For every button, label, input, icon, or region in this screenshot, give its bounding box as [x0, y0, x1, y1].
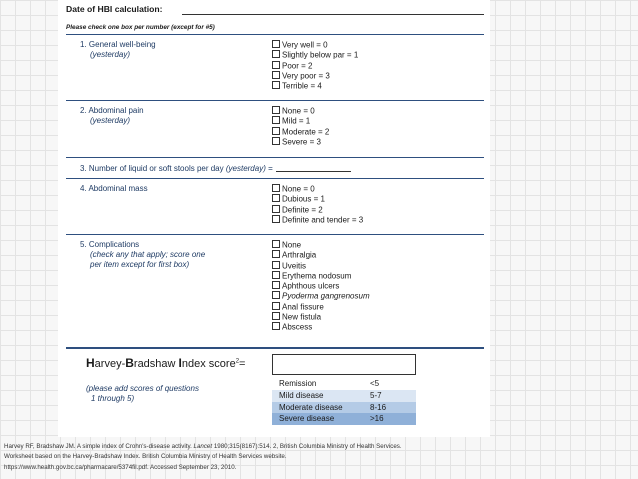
q4-options — [272, 184, 363, 225]
checkbox[interactable] — [272, 127, 280, 135]
q5-option[interactable]: None — [272, 240, 370, 250]
checkbox[interactable] — [272, 40, 280, 48]
q2-title: 2. Abdominal pain — [80, 106, 144, 115]
q5-options — [272, 240, 370, 333]
q2-options — [272, 106, 329, 147]
citation-line: Worksheet based on the Harvey-Bradshaw Index. British Columbia Ministry of Health Services website. — [4, 453, 287, 461]
date-label: Date of HBI calculation: — [66, 4, 163, 14]
citation-url: https://www.health.gov.bc.ca/pharmacare/5374fil.pdf. Accessed September 23, 2010. — [4, 463, 237, 471]
checkbox[interactable] — [272, 61, 280, 69]
stools-count-field[interactable] — [276, 171, 351, 172]
citation-line: Harvey RF, Bradshaw JM. A simple index of Crohn's-disease activity. Lancet 1980;315(8167):514. 2, British Columbia Ministry of Health Services. — [4, 443, 402, 450]
checkbox[interactable] — [272, 71, 280, 79]
checkbox[interactable] — [272, 271, 280, 279]
q4-option[interactable]: Definite = 2 — [272, 205, 363, 215]
q5-option[interactable]: Uveitis — [272, 261, 370, 271]
checkbox[interactable] — [272, 106, 280, 114]
checkbox[interactable] — [272, 261, 280, 269]
severity-row: Mild disease 5-7 — [272, 390, 416, 402]
q4-option[interactable]: Dubious = 1 — [272, 194, 363, 204]
q5-option[interactable]: Aphthous ulcers — [272, 281, 370, 291]
date-field-line — [182, 14, 484, 15]
section-divider — [66, 234, 484, 235]
q1-option[interactable]: Very well = 0 — [272, 40, 358, 50]
q5-option[interactable]: Pyoderma gangrenosum — [272, 291, 370, 301]
citation-caption — [4, 442, 634, 473]
severity-row: Remission <5 — [272, 378, 416, 390]
q1-option[interactable]: Poor = 2 — [272, 61, 358, 71]
q5-sub-line: (check any that apply; score one — [90, 250, 206, 259]
q5-option[interactable]: Abscess — [272, 322, 370, 332]
q1-sub: (yesterday) — [90, 50, 131, 59]
hbi-score-field[interactable] — [272, 354, 416, 375]
q3-suffix: = — [265, 164, 273, 173]
q1-option[interactable]: Very poor = 3 — [272, 71, 358, 81]
hbi-note: (please add scores of questions 1 through 5) — [86, 384, 199, 403]
q4-option[interactable]: None = 0 — [272, 184, 363, 194]
severity-row: Severe disease >16 — [272, 413, 416, 425]
checkbox[interactable] — [272, 215, 280, 223]
q3-row — [80, 164, 351, 173]
q5-title: 5. Complications — [80, 240, 140, 249]
checkbox[interactable] — [272, 291, 280, 299]
q4-title: 4. Abdominal mass — [80, 184, 148, 193]
checkbox[interactable] — [272, 81, 280, 89]
q5-option[interactable]: Erythema nodosum — [272, 271, 370, 281]
q3-italic: (yesterday) — [225, 164, 266, 173]
q1-title: 1. General well-being — [80, 40, 156, 49]
checkbox[interactable] — [272, 116, 280, 124]
q2-option[interactable]: None = 0 — [272, 106, 329, 116]
checkbox[interactable] — [272, 250, 280, 258]
q5-option[interactable]: Anal fissure — [272, 302, 370, 312]
section-divider — [66, 34, 484, 35]
section-divider — [66, 157, 484, 158]
section-divider — [66, 178, 484, 179]
q5-option[interactable]: Arthralgia — [272, 250, 370, 260]
checkbox[interactable] — [272, 205, 280, 213]
q2-option[interactable]: Moderate = 2 — [272, 127, 329, 137]
date-row — [66, 4, 484, 17]
q4-option[interactable]: Definite and tender = 3 — [272, 215, 363, 225]
q2-option[interactable]: Mild = 1 — [272, 116, 329, 126]
checkbox[interactable] — [272, 312, 280, 320]
q5-sub-line: per item except for first box) — [90, 260, 190, 269]
q2-label — [80, 106, 144, 126]
q4-label — [80, 184, 148, 194]
checkbox[interactable] — [272, 184, 280, 192]
q1-option[interactable]: Terrible = 4 — [272, 81, 358, 91]
checkbox[interactable] — [272, 50, 280, 58]
q1-label — [80, 40, 156, 60]
checkbox[interactable] — [272, 322, 280, 330]
q2-option[interactable]: Severe = 3 — [272, 137, 329, 147]
checkbox[interactable] — [272, 137, 280, 145]
severity-row: Moderate disease 8-16 — [272, 402, 416, 414]
section-divider — [66, 347, 484, 349]
q3-prefix: 3. Number of liquid or soft stools per day — [80, 164, 226, 173]
q5-option[interactable]: New fistula — [272, 312, 370, 322]
section-divider — [66, 100, 484, 101]
q1-options — [272, 40, 358, 91]
q5-label — [80, 240, 205, 270]
checkbox[interactable] — [272, 194, 280, 202]
hbi-worksheet — [58, 0, 490, 437]
hbi-score-title: Harvey-Bradshaw Index score$^2$= — [86, 356, 246, 370]
q2-sub: (yesterday) — [90, 116, 131, 125]
severity-table — [272, 378, 416, 425]
checkbox[interactable] — [272, 302, 280, 310]
checkbox[interactable] — [272, 240, 280, 248]
checkbox[interactable] — [272, 281, 280, 289]
q1-option[interactable]: Slightly below par = 1 — [272, 50, 358, 60]
instructions: Please check one box per number (except for #5) — [66, 24, 215, 31]
